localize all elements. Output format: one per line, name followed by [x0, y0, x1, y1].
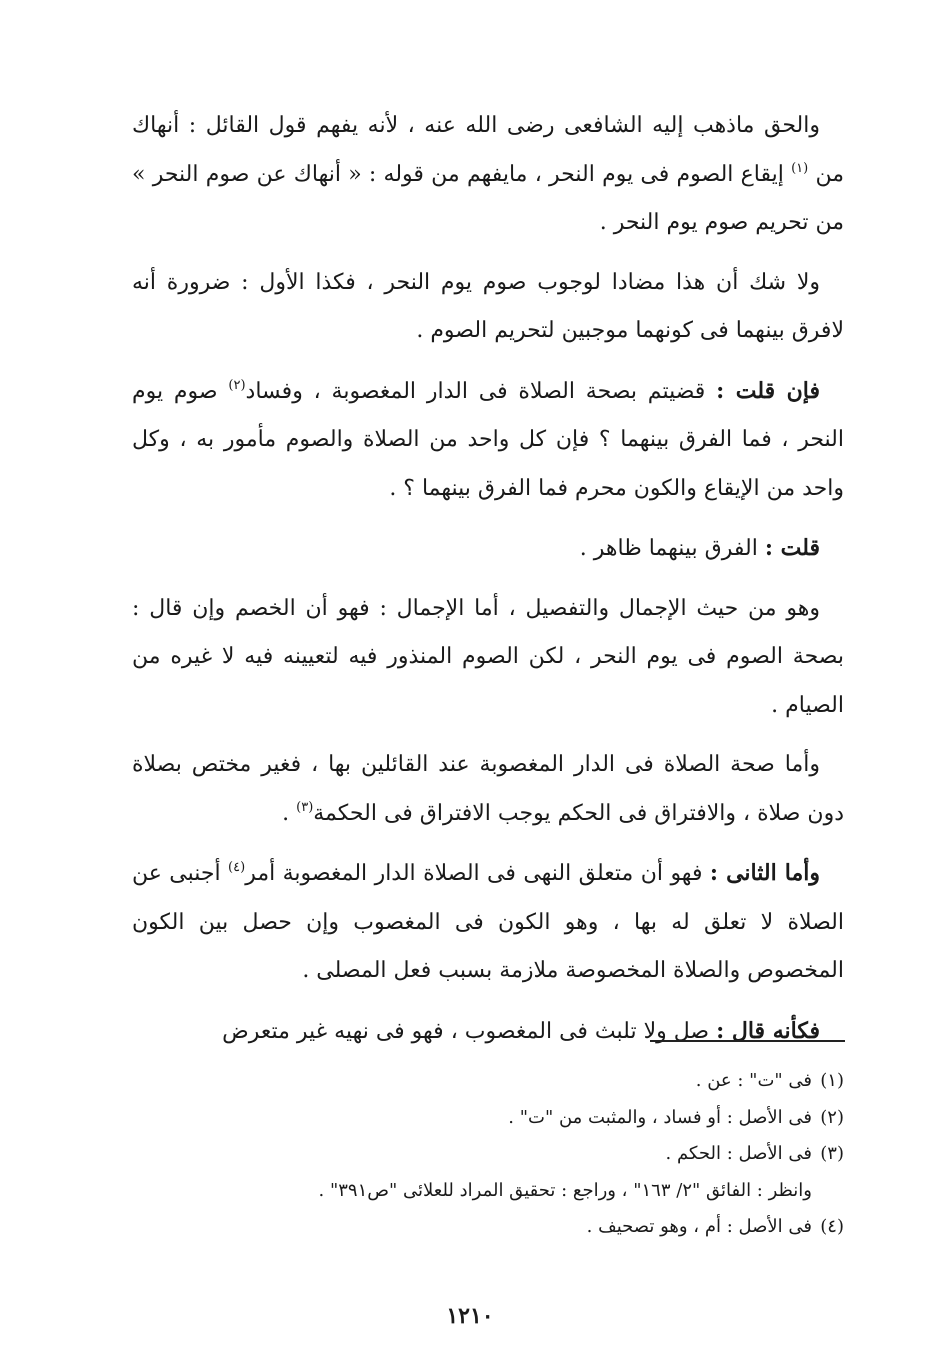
footnotes [132, 1063, 844, 1246]
paragraph-4: قلت : الفرق بينهما ظاهر . [579, 535, 820, 561]
paragraph-8: فكأنه قال : صل ولا تلبث فى المغصوب ، فهو فى نهيه غير متعرض [222, 1017, 820, 1044]
paragraph-1: والحق ماذهب إليه الشافعى رضى الله عنه ، لأنه يفهم قول القائل : أنهاك من $^{(١)}$ إيقاع الصوم فى يوم النحر ، مايفهم من قوله : « أنهاك عن صوم النحر » من تحريم صوم يوم النحر . [132, 113, 844, 235]
footnote-3-continuation [132, 1173, 844, 1210]
paragraph-6: وأما صحة الصلاة فى الدار المغصوبة عند القائلين بها ، فغير مختص بصلاة دون صلاة ، والافتراق فى الحكم يوجب الافتراق فى الحكمة$^{(٣)}$ . [132, 752, 844, 826]
footnote-divider [650, 1040, 845, 1042]
footnote-text: وانظر : الفائق "٢/ ١٦٣" ، وراجع : تحقيق المراد للعلائى "ص٣٩١" . [318, 1179, 812, 1201]
footnote-number: (٢) [820, 1106, 844, 1128]
paragraph-lead: فإن قلت : [716, 377, 820, 404]
footnote-number: (٣) [820, 1143, 844, 1164]
footnote-2 [132, 1100, 844, 1137]
footnote-marker-1[interactable]: (١) [791, 160, 809, 176]
footnote-marker-4[interactable]: (٤) [228, 860, 246, 875]
footnote-3 [132, 1136, 844, 1173]
footnote-text: فى "ت" : عن . [695, 1070, 812, 1091]
paragraph-lead: وأما الثانى : [709, 860, 821, 886]
footnote-4 [132, 1209, 844, 1246]
footnote-text: فى الأصل : أم ، وهو تصحيف . [586, 1216, 812, 1237]
footnote-number: (١) [820, 1070, 844, 1091]
paragraph-lead: فكأنه قال : [716, 1017, 820, 1044]
paragraph-3: فإن قلت : قضيتم بصحة الصلاة فى الدار المغصوبة ، وفساد$^{(٢)}$ صوم يوم النحر ، فما الفرق بينهما ؟ فإن كل واحد من الصلاة والصوم مأمور به ، وكل واحد من الإيقاع والكون محرم فما الفرق بينهما ؟ . [132, 377, 844, 501]
paragraph-2: ولا شك أن هذا مضادا لوجوب صوم يوم النحر ، فكذا الأول : ضرورة أنه لافرق بينهما فى كونهما موجبين لتحريم الصوم . [132, 269, 844, 343]
footnote-marker-3[interactable]: (٣) [296, 799, 314, 815]
footnote-text: فى الأصل : الحكم . [665, 1143, 812, 1164]
footnote-text: فى الأصل : أو فساد ، والمثبت من "ت" . [508, 1106, 812, 1128]
footnote-marker-2[interactable]: (٢) [228, 377, 246, 393]
main-text [132, 102, 844, 1056]
footnote-1 [132, 1063, 844, 1100]
page-number: ١٢١٠ [446, 1303, 494, 1329]
paragraph-7: وأما الثانى : فهو أن متعلق النهى فى الصلاة الدار المغصوبة أمر$^{(٤)}$ أجنبى عن الصلاة لا تعلق له بها ، وهو الكون فى المغصوب وإن حصل بين الكون المخصوص والصلاة المخصوصة ملازمة بسبب فعل المصلى . [132, 860, 844, 983]
paragraph-lead: قلت : [764, 535, 820, 561]
paragraph-5: وهو من حيث الإجمال والتفصيل ، أما الإجمال : فهو أن الخصم وإن قال : بصحة الصوم فى يوم النحر ، لكن الصوم المنذور فيه لتعيينه فيه لا غيره من الصيام . [132, 595, 844, 718]
footnote-number: (٤) [820, 1216, 844, 1237]
